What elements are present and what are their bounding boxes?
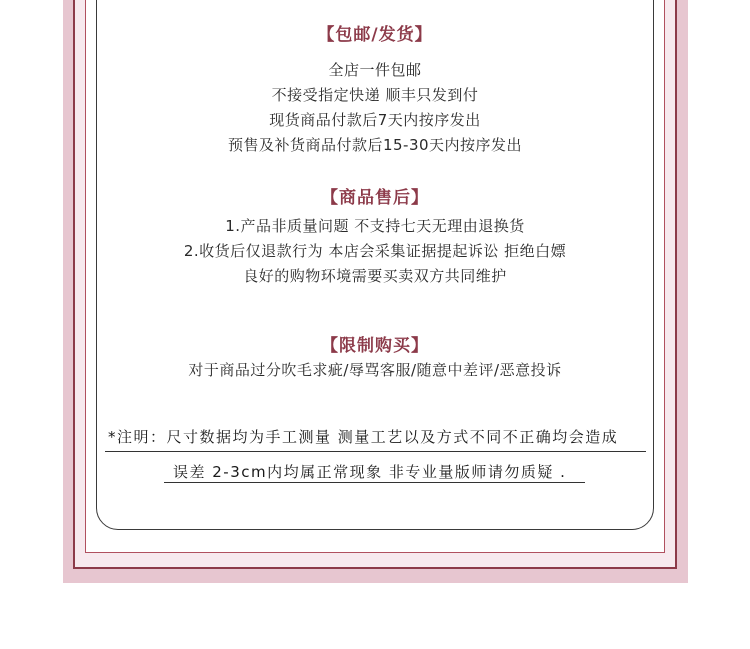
- restriction-heading: 【限制购买】: [321, 336, 429, 356]
- after-sales-line-1: 1.产品非质量问题 不支持七天无理由退换货: [225, 217, 525, 235]
- after-sales-heading: 【商品售后】: [321, 188, 429, 208]
- shipping-line-2: 不接受指定快递 顺丰只发到付: [271, 86, 479, 104]
- shipping-line-1: 全店一件包邮: [328, 61, 422, 79]
- shipping-heading: 【包邮/发货】: [317, 25, 433, 45]
- note-line-2: 误差 2-3cm内均属正常现象 非专业量版师请勿质疑 .: [173, 463, 567, 481]
- shipping-line-4: 预售及补货商品付款后15-30天内按序发出: [227, 136, 523, 154]
- note-underline-1: [105, 451, 646, 452]
- note-line-1: *注明：尺寸数据均为手工测量 测量工艺以及方式不同不正确均会造成: [108, 428, 619, 446]
- after-sales-line-2: 2.收货后仅退款行为 本店会采集证据提起诉讼 拒绝白嫖: [183, 242, 567, 260]
- after-sales-line-3: 良好的购物环境需要买卖双方共同维护: [243, 267, 507, 285]
- note-underline-2: [164, 482, 585, 483]
- restriction-line-1: 对于商品过分吹毛求疵/辱骂客服/随意中差评/恶意投诉: [188, 361, 562, 379]
- shipping-line-3: 现货商品付款后7天内按序发出: [269, 111, 481, 129]
